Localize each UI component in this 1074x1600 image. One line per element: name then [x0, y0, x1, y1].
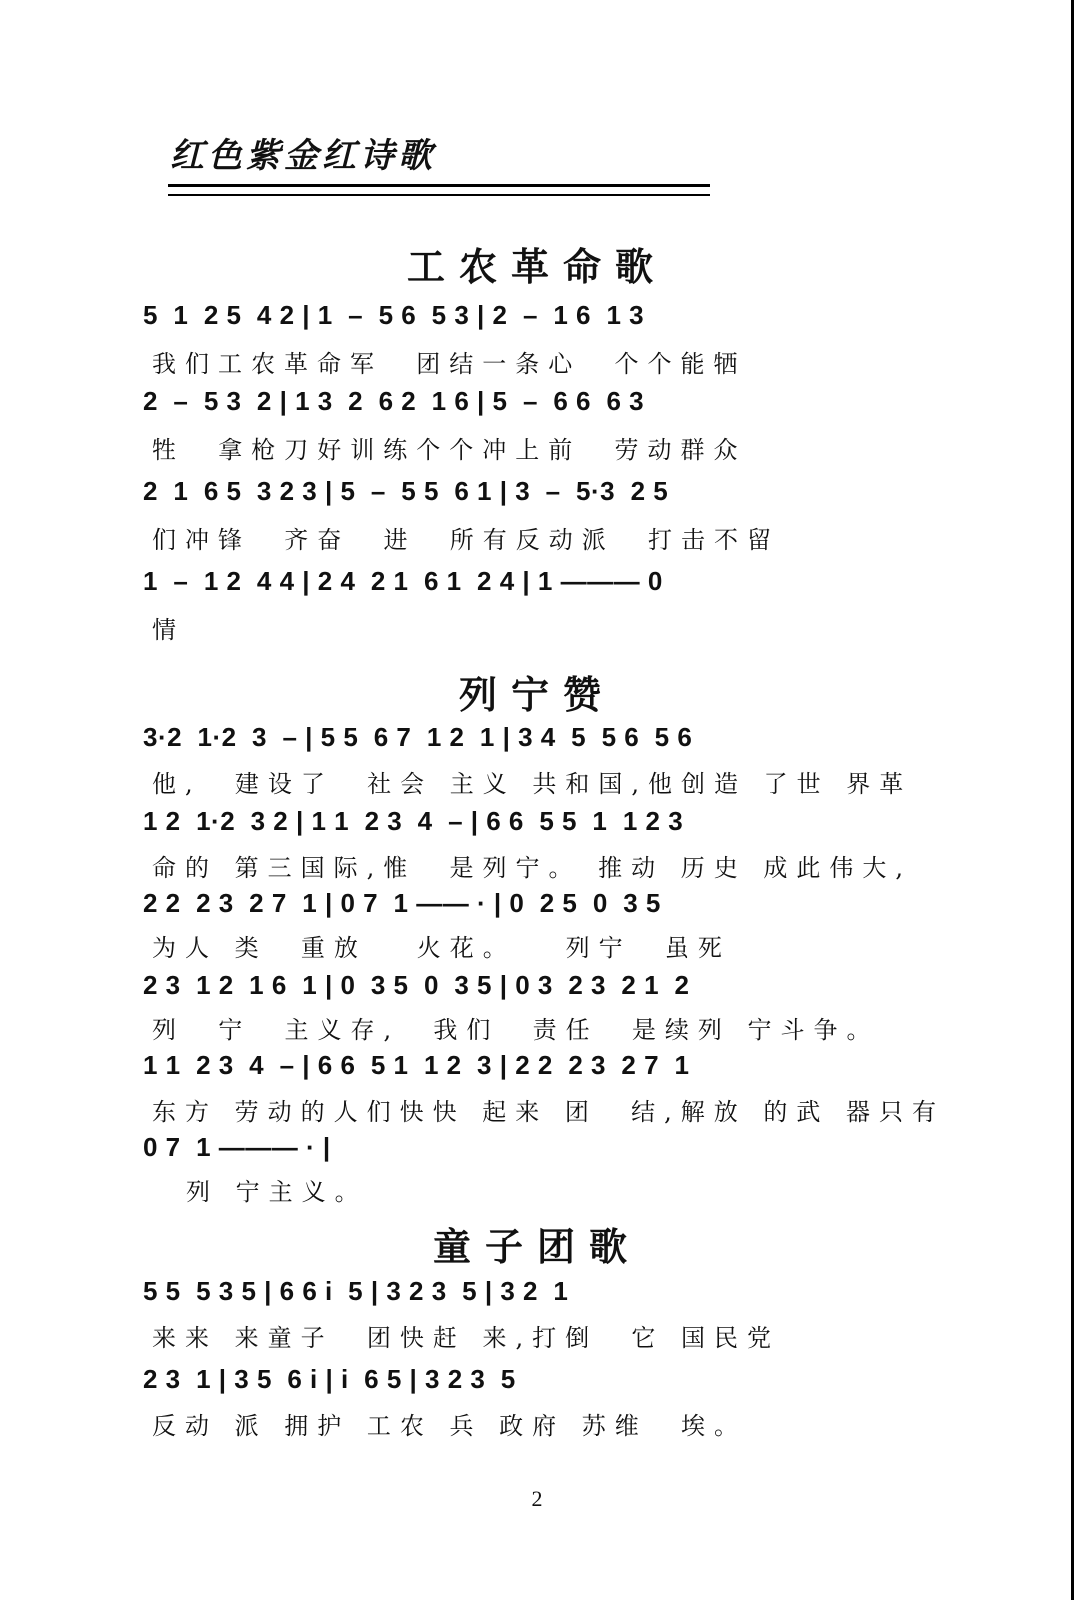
notation-line: 2 1 6 5 3 2 3 | 5 – 5 5 6 1 | 3 – 5·3 2 5 — [143, 476, 669, 506]
notation-line: 1 2 1·2 3 2 | 1 1 2 3 4 – | 6 6 5 5 1 1 2 3 — [143, 806, 684, 836]
notation-line: 2 3 1 | 3 5 6 i | i 6 5 | 3 2 3 5 — [143, 1364, 516, 1394]
lyric-line: 反动 派 拥护 工农 兵 政府 苏维 埃。 — [152, 1412, 748, 1440]
song-title-1: 工农革命歌 — [406, 244, 667, 289]
lyric-line: 们冲锋 齐奋 进 所有反动派 打击不留 — [152, 526, 781, 554]
notation-line: 2 – 5 3 2 | 1 3 2 6 2 1 6 | 5 – 6 6 6 3 — [143, 386, 645, 416]
lyric-line: 列 宁 主义存, 我们 责任 是续列 宁斗争。 — [152, 1016, 880, 1044]
book-title: 红色紫金红诗歌 — [170, 136, 436, 176]
lyric-line: 命的 第三国际,惟 是列宁。 推动 历史 成此伟大, — [152, 854, 913, 882]
notation-line: 1 – 1 2 4 4 | 2 4 2 1 6 1 2 4 | 1 ——— 0 — [143, 566, 663, 596]
lyric-line: 他, 建设了 社会 主义 共和国,他创造 了世 界革 — [152, 770, 913, 798]
page-number: 2 — [531, 1486, 543, 1511]
lyric-line: 我们工农革命军 团结一条心 个个能牺 — [152, 350, 747, 378]
lyric-line: 东方 劳动的人们快快 起来 团 结,解放 的武 器只有 — [152, 1098, 946, 1126]
notation-line: 5 1 2 5 4 2 | 1 – 5 6 5 3 | 2 – 1 6 1 3 — [143, 300, 645, 330]
header-rule-thin — [168, 194, 710, 196]
lyric-line: 情 — [152, 616, 185, 644]
song-title-2: 列宁赞 — [458, 672, 615, 717]
notation-line: 2 3 1 2 1 6 1 | 0 3 5 0 3 5 | 0 3 2 3 2 1 2 — [143, 970, 690, 1000]
notation-line: 0 7 1 ——— · | — [143, 1132, 331, 1162]
notation-line: 2 2 2 3 2 7 1 | 0 7 1 —— · | 0 2 5 0 3 5 — [143, 888, 661, 918]
lyric-line: 列 宁主义。 — [186, 1178, 368, 1206]
header-rule-thick — [168, 184, 710, 187]
notation-line: 1 1 2 3 4 – | 6 6 5 1 1 2 3 | 2 2 2 3 2 7 1 — [143, 1050, 690, 1080]
notation-line: 5 5 5 3 5 | 6 6 i 5 | 3 2 3 5 | 3 2 1 — [143, 1276, 569, 1306]
song-title-3: 童子团歌 — [432, 1224, 641, 1269]
lyric-line: 来来 来童子 团快赶 来,打倒 它 国民党 — [152, 1324, 781, 1352]
lyric-line: 牲 拿枪刀好训练个个冲上前 劳动群众 — [152, 436, 747, 464]
notation-line: 3·2 1·2 3 – | 5 5 6 7 1 2 1 | 3 4 5 5 6 5 6 — [143, 722, 693, 752]
lyric-line: 为人 类 重放 火花。 列宁 虽死 — [152, 934, 731, 962]
